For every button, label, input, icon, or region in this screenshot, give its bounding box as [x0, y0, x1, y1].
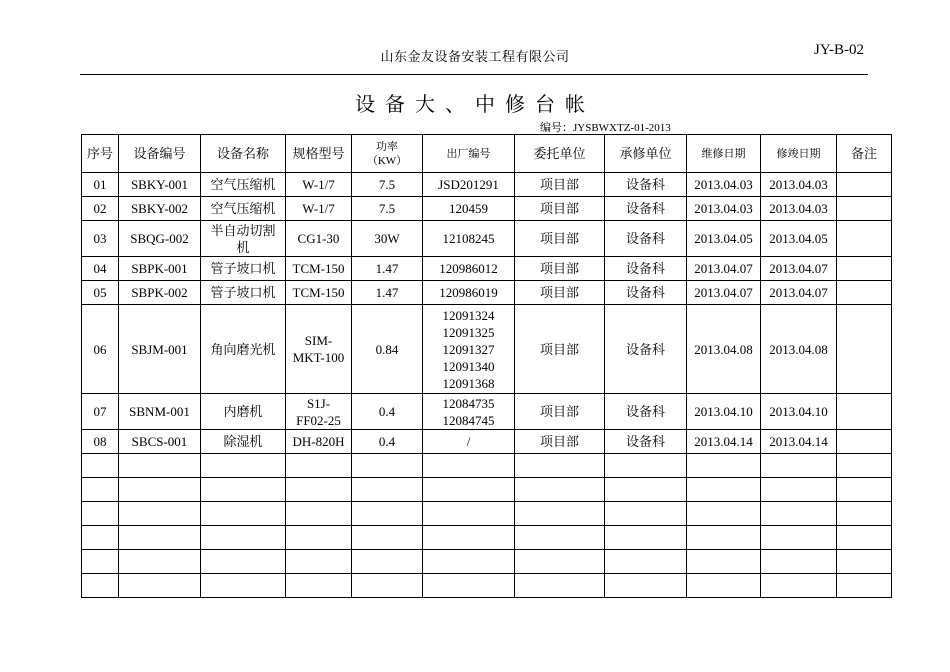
empty-cell [201, 574, 286, 598]
cell-client-unit: 项目部 [515, 305, 605, 394]
cell-equipment-name: 除湿机 [201, 430, 286, 454]
column-header-client-unit: 委托单位 [515, 135, 605, 173]
cell-finish-date: 2013.04.10 [761, 394, 837, 430]
cell-power: 0.4 [352, 430, 423, 454]
empty-table-row [82, 502, 892, 526]
empty-cell [423, 478, 515, 502]
cell-seq: 06 [82, 305, 119, 394]
empty-table-row [82, 454, 892, 478]
cell-equipment-name: 管子坡口机 [201, 281, 286, 305]
empty-cell [515, 478, 605, 502]
empty-cell [515, 502, 605, 526]
cell-repair-unit: 设备科 [605, 394, 687, 430]
empty-table-row [82, 574, 892, 598]
document-code: JY-B-02 [813, 42, 864, 58]
cell-power: 0.84 [352, 305, 423, 394]
empty-cell [761, 574, 837, 598]
cell-equipment-no: SBCS-001 [119, 430, 201, 454]
column-header-model: 规格型号 [286, 135, 352, 173]
cell-power: 30W [352, 221, 423, 257]
empty-cell [201, 502, 286, 526]
column-header-repair-unit: 承修单位 [605, 135, 687, 173]
empty-cell [352, 502, 423, 526]
empty-cell [605, 550, 687, 574]
empty-cell [837, 526, 892, 550]
empty-cell [837, 574, 892, 598]
cell-factory-no: 12108245 [423, 221, 515, 257]
cell-power: 7.5 [352, 197, 423, 221]
cell-client-unit: 项目部 [515, 221, 605, 257]
cell-client-unit: 项目部 [515, 257, 605, 281]
cell-model: W-1/7 [286, 197, 352, 221]
empty-cell [605, 478, 687, 502]
cell-power: 1.47 [352, 281, 423, 305]
empty-cell [761, 478, 837, 502]
empty-cell [605, 526, 687, 550]
empty-cell [515, 454, 605, 478]
cell-factory-no: 12084735 12084745 [423, 394, 515, 430]
cell-equipment-no: SBJM-001 [119, 305, 201, 394]
empty-cell [687, 454, 761, 478]
cell-equipment-name: 管子坡口机 [201, 257, 286, 281]
cell-equipment-no: SBQG-002 [119, 221, 201, 257]
cell-repair-unit: 设备科 [605, 281, 687, 305]
empty-cell [201, 478, 286, 502]
empty-cell [515, 550, 605, 574]
cell-repair-unit: 设备科 [605, 257, 687, 281]
empty-cell [352, 526, 423, 550]
cell-repair-date: 2013.04.03 [687, 197, 761, 221]
empty-cell [119, 454, 201, 478]
cell-remarks [837, 394, 892, 430]
cell-client-unit: 项目部 [515, 173, 605, 197]
cell-remarks [837, 221, 892, 257]
cell-client-unit: 项目部 [515, 394, 605, 430]
empty-cell [352, 574, 423, 598]
cell-finish-date: 2013.04.03 [761, 173, 837, 197]
cell-repair-unit: 设备科 [605, 305, 687, 394]
empty-cell [119, 550, 201, 574]
cell-power: 1.47 [352, 257, 423, 281]
empty-cell [423, 526, 515, 550]
cell-finish-date: 2013.04.14 [761, 430, 837, 454]
column-header-power: 功率 （KW） [352, 135, 423, 173]
cell-factory-no: 120459 [423, 197, 515, 221]
cell-equipment-name: 空气压缩机 [201, 197, 286, 221]
empty-cell [761, 526, 837, 550]
cell-factory-no: JSD201291 [423, 173, 515, 197]
cell-repair-date: 2013.04.10 [687, 394, 761, 430]
cell-finish-date: 2013.04.05 [761, 221, 837, 257]
table-header-row [82, 135, 892, 173]
cell-model: SIM- MKT-100 [286, 305, 352, 394]
cell-finish-date: 2013.04.03 [761, 197, 837, 221]
cell-seq: 08 [82, 430, 119, 454]
cell-factory-no: 12091324 12091325 12091327 12091340 12091368 [423, 305, 515, 394]
cell-equipment-name: 半自动切割 机 [201, 221, 286, 257]
cell-factory-no: 120986019 [423, 281, 515, 305]
empty-cell [82, 526, 119, 550]
cell-equipment-no: SBPK-002 [119, 281, 201, 305]
cell-repair-date: 2013.04.14 [687, 430, 761, 454]
cell-repair-unit: 设备科 [605, 221, 687, 257]
cell-repair-date: 2013.04.07 [687, 257, 761, 281]
table-body [82, 173, 892, 598]
cell-power: 0.4 [352, 394, 423, 430]
table-row [82, 281, 892, 305]
empty-cell [605, 574, 687, 598]
cell-seq: 05 [82, 281, 119, 305]
empty-cell [286, 478, 352, 502]
empty-cell [119, 502, 201, 526]
table-row [82, 221, 892, 257]
header-divider [80, 74, 868, 75]
cell-equipment-name: 空气压缩机 [201, 173, 286, 197]
cell-remarks [837, 281, 892, 305]
table-row [82, 430, 892, 454]
empty-cell [423, 454, 515, 478]
empty-cell [515, 574, 605, 598]
cell-equipment-name: 内磨机 [201, 394, 286, 430]
cell-client-unit: 项目部 [515, 430, 605, 454]
empty-table-row [82, 478, 892, 502]
empty-table-row [82, 550, 892, 574]
empty-cell [687, 526, 761, 550]
cell-repair-unit: 设备科 [605, 173, 687, 197]
cell-seq: 07 [82, 394, 119, 430]
column-header-factory-no: 出厂编号 [423, 135, 515, 173]
cell-repair-unit: 设备科 [605, 197, 687, 221]
empty-cell [119, 478, 201, 502]
empty-cell [286, 454, 352, 478]
cell-remarks [837, 257, 892, 281]
cell-factory-no: / [423, 430, 515, 454]
empty-cell [352, 550, 423, 574]
empty-cell [352, 454, 423, 478]
cell-model: W-1/7 [286, 173, 352, 197]
repair-ledger-table [81, 134, 892, 598]
empty-cell [761, 550, 837, 574]
cell-model: DH-820H [286, 430, 352, 454]
cell-repair-date: 2013.04.03 [687, 173, 761, 197]
cell-remarks [837, 197, 892, 221]
company-name: 山东金友设备安装工程有限公司 [380, 49, 570, 64]
cell-remarks [837, 173, 892, 197]
empty-cell [761, 502, 837, 526]
empty-cell [286, 574, 352, 598]
empty-cell [837, 502, 892, 526]
empty-cell [286, 550, 352, 574]
cell-finish-date: 2013.04.08 [761, 305, 837, 394]
empty-cell [82, 478, 119, 502]
empty-cell [515, 526, 605, 550]
empty-cell [82, 502, 119, 526]
empty-cell [82, 454, 119, 478]
empty-table-row [82, 526, 892, 550]
empty-cell [286, 502, 352, 526]
empty-cell [837, 454, 892, 478]
empty-cell [201, 454, 286, 478]
empty-cell [687, 478, 761, 502]
page-title: 设备大、中修台帐 [355, 94, 595, 116]
empty-cell [687, 502, 761, 526]
empty-cell [423, 550, 515, 574]
cell-factory-no: 120986012 [423, 257, 515, 281]
table-row [82, 305, 892, 394]
empty-cell [201, 550, 286, 574]
empty-cell [687, 550, 761, 574]
empty-cell [837, 550, 892, 574]
column-header-finish-date: 修竣日期 [761, 135, 837, 173]
empty-cell [605, 502, 687, 526]
column-header-equipment-name: 设备名称 [201, 135, 286, 173]
column-header-seq: 序号 [82, 135, 119, 173]
cell-remarks [837, 305, 892, 394]
empty-cell [82, 550, 119, 574]
table-row [82, 257, 892, 281]
empty-cell [605, 454, 687, 478]
cell-remarks [837, 430, 892, 454]
cell-repair-unit: 设备科 [605, 430, 687, 454]
cell-model: TCM-150 [286, 257, 352, 281]
cell-seq: 04 [82, 257, 119, 281]
cell-model: TCM-150 [286, 281, 352, 305]
cell-equipment-no: SBKY-002 [119, 197, 201, 221]
column-header-remarks: 备注 [837, 135, 892, 173]
empty-cell [761, 454, 837, 478]
empty-cell [352, 478, 423, 502]
empty-cell [82, 574, 119, 598]
empty-cell [286, 526, 352, 550]
cell-finish-date: 2013.04.07 [761, 257, 837, 281]
cell-power: 7.5 [352, 173, 423, 197]
empty-cell [423, 502, 515, 526]
empty-cell [119, 574, 201, 598]
cell-equipment-no: SBPK-001 [119, 257, 201, 281]
cell-repair-date: 2013.04.05 [687, 221, 761, 257]
empty-cell [201, 526, 286, 550]
column-header-equipment-no: 设备编号 [119, 135, 201, 173]
table-row [82, 173, 892, 197]
cell-client-unit: 项目部 [515, 281, 605, 305]
serial-number: 编号：JYSBWXTZ-01-2013 [540, 122, 671, 134]
table-row [82, 197, 892, 221]
empty-cell [119, 526, 201, 550]
column-header-repair-date: 维修日期 [687, 135, 761, 173]
empty-cell [687, 574, 761, 598]
empty-cell [423, 574, 515, 598]
cell-finish-date: 2013.04.07 [761, 281, 837, 305]
cell-equipment-no: SBKY-001 [119, 173, 201, 197]
cell-seq: 02 [82, 197, 119, 221]
cell-seq: 01 [82, 173, 119, 197]
cell-equipment-name: 角向磨光机 [201, 305, 286, 394]
cell-repair-date: 2013.04.08 [687, 305, 761, 394]
cell-equipment-no: SBNM-001 [119, 394, 201, 430]
cell-repair-date: 2013.04.07 [687, 281, 761, 305]
table-row [82, 394, 892, 430]
cell-model: CG1-30 [286, 221, 352, 257]
cell-model: S1J- FF02-25 [286, 394, 352, 430]
empty-cell [837, 478, 892, 502]
cell-client-unit: 项目部 [515, 197, 605, 221]
cell-seq: 03 [82, 221, 119, 257]
